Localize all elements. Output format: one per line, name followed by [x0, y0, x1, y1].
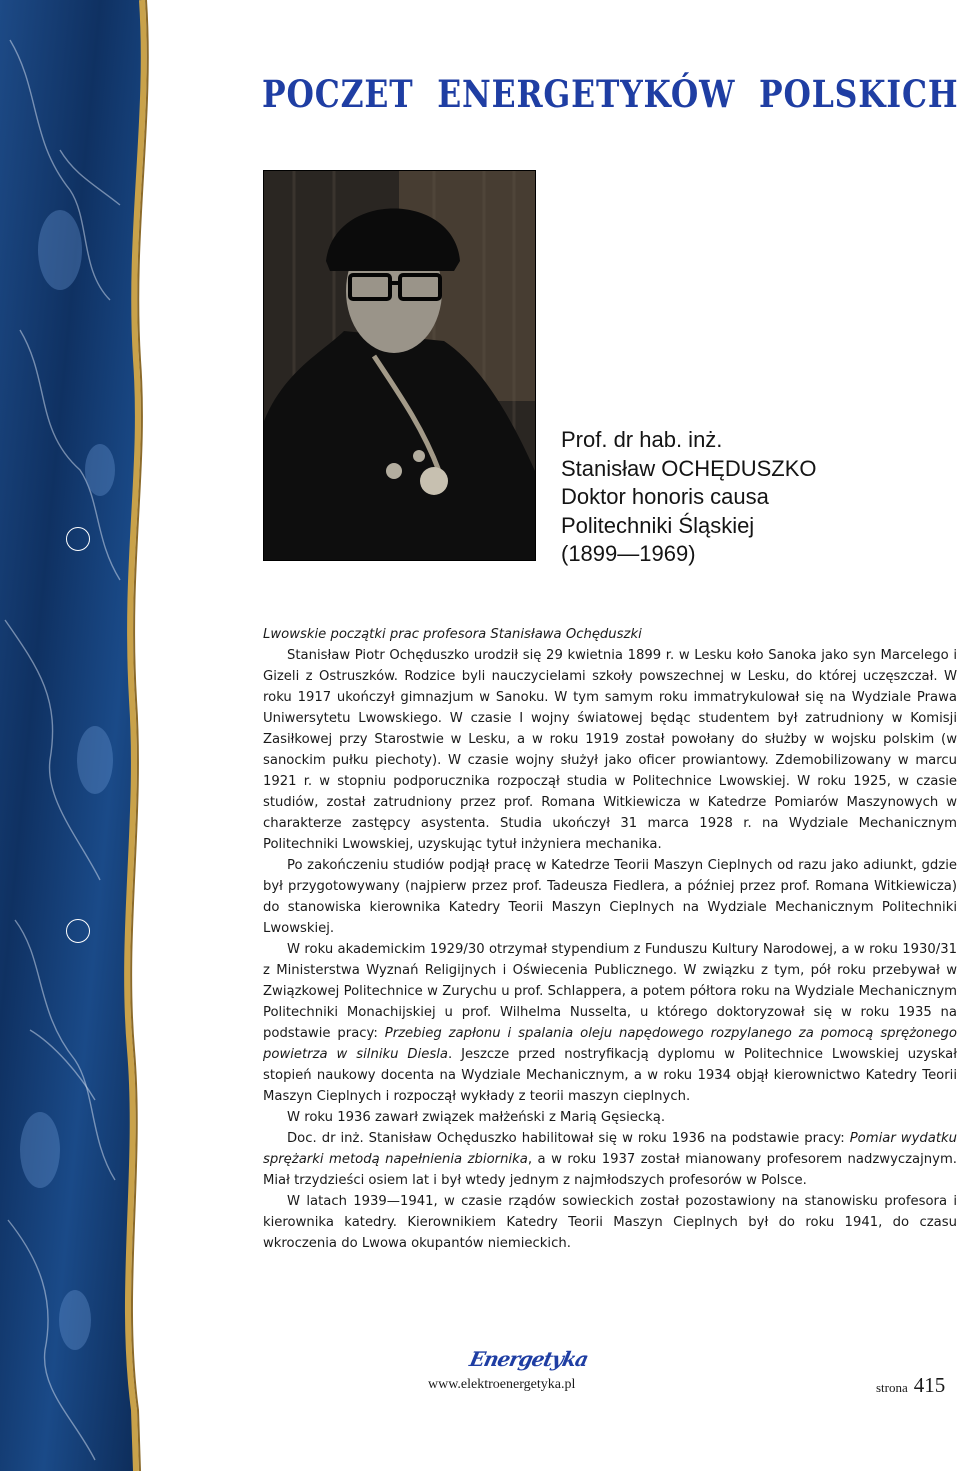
p5-text-b: , a w roku 1937 został mianowany profesorem nadzwyczajnym. Miał trzydzieści osiem lat i był wtedy jednym z najmłodszych profesorów w Polsce. — [263, 1152, 957, 1188]
p5-habilitation-title: Pomiar wydatku sprężarki metodą napełnienia zbiornika — [263, 1131, 957, 1167]
p3-text-b: . Jeszcze przed nostryfikacją dyplomu w Politechnice Lwowskiej uzyskał stopień naukowy docenta na Wydziale Mechanicznym, a w roku 1934 objął kierownictwo Katedry Teorii Maszyn Cieplnych i rozpoczął wykłady z teorii maszyn cieplnych. — [263, 1047, 957, 1104]
page-label: strona — [876, 1380, 908, 1395]
p3-text-a: W roku akademickim 1929/30 otrzymał stypendium z Funduszu Kultury Narodowej, a w roku 1930/31 z Ministerstwa Wyznań Religijnych i Oświecenia Publicznego. W związku z tym, pół roku przebywał w Związkowej Politechnice w Zurychu u prof. Schlappera, a potem półtora roku na Wydziale Mechanicznym Politechniki Monachijskiej u prof. Wilhelma Nusselta, u którego doktoryzował się w roku 1935 na podstawie pracy: — [263, 942, 957, 1041]
article-paragraph-3 — [263, 939, 957, 1107]
punch-hole-top — [66, 527, 90, 551]
p5-text-a: Doc. dr inż. Stanisław Ochęduszko habilitował się w roku 1936 na podstawie pracy: — [287, 1131, 850, 1146]
article-paragraph-4: W roku 1936 zawarł związek małżeński z Marią Gęsiecką. — [287, 1110, 666, 1125]
caption-line-years: (1899—1969) — [561, 541, 696, 566]
caption-line-university: Politechniki Śląskiej — [561, 512, 755, 538]
portrait-photo — [263, 170, 536, 561]
page-number: 415 — [913, 1373, 946, 1397]
footer-page-number — [876, 1373, 945, 1398]
marble-sidebar — [0, 0, 190, 1471]
article-subtitle: Lwowskie początki prac profesora Stanisława Ochęduszki — [263, 627, 642, 642]
article-paragraph-6: W latach 1939—1941, w czasie rządów sowieckich został pozostawiony na stanowisku profesora i kierownika katedry. Kierownikiem Katedry Teorii Maszyn Cieplnych był do roku 1941, do czasu wkroczenia do Lwowa okupantów niemieckich. — [263, 1194, 957, 1251]
punch-hole-bottom — [66, 919, 90, 943]
footer-website-link[interactable]: www.elektroenergetyka.pl — [428, 1377, 576, 1392]
caption-line-title: Prof. dr hab. inż. — [561, 427, 723, 452]
energetyka-logo: Energetyka — [467, 1347, 590, 1371]
p3-thesis-title: Przebieg zapłonu i spalania oleju napędowego rozpylanego za pomocą sprężonego powietrza w silniku Diesla — [263, 1026, 957, 1062]
article-paragraph-1: Stanisław Piotr Ochęduszko urodził się 29 kwietnia 1899 r. w Lesku koło Sanoka jako syn Marcelego i Gizeli z Ostruszków. Rodzice byli nauczycielami szkoły powszechnej w Lesku, do której uczęszczał. W roku 1917 ukończył gimnazjum w Sanoku. W tym samym roku immatrykulował się na Wydziale Prawa Uniwersytetu Lwowskiego. W czasie I wojny światowej będąc studentem był zatrudniony w Komisji Zasiłkowej przy Starostwie w Lesku, a w roku 1919 został powołany do służby w wojsku polskim (w sanockim pułku piechoty). W czasie wojny służył jako oficer prowiantowy. Zdemobilizowany w marcu 1921 r. w stopniu podporucznika rozpoczął studia w Politechnice Lwowskiej. W roku 1925, w czasie studiów, został zatrudniony przez prof. Romana Witkiewicza w Katedrze Pomiarów Maszynowych w charakterze zastępcy asystenta. Studia ukończył 31 marca 1928 r. na Wydziale Mechanicznym Politechniki Lwowskiej, uzyskując tytuł inżyniera mechanika. — [263, 648, 957, 852]
caption-line-honor: Doktor honoris causa — [561, 484, 769, 509]
article-paragraph-5 — [263, 1128, 957, 1191]
caption-line-name: Stanisław OCHĘDUSZKO — [561, 455, 817, 481]
article-paragraph-2: Po zakończeniu studiów podjął pracę w Katedrze Teorii Maszyn Cieplnych od razu jako adiunkt, gdzie był przygotowywany (najpierw przez prof. Tadeusza Fiedlera, a później przez prof. Romana Witkiewicza) do stanowiska kierownika Katedry Teorii Maszyn Cieplnych na Wydziale Mechanicznym Politechniki Lwowskiej. — [263, 858, 957, 936]
portrait-caption — [561, 426, 941, 569]
article-body — [263, 624, 957, 1254]
page-header-title: POCZET ENERGETYKÓW POLSKICH — [262, 72, 959, 116]
